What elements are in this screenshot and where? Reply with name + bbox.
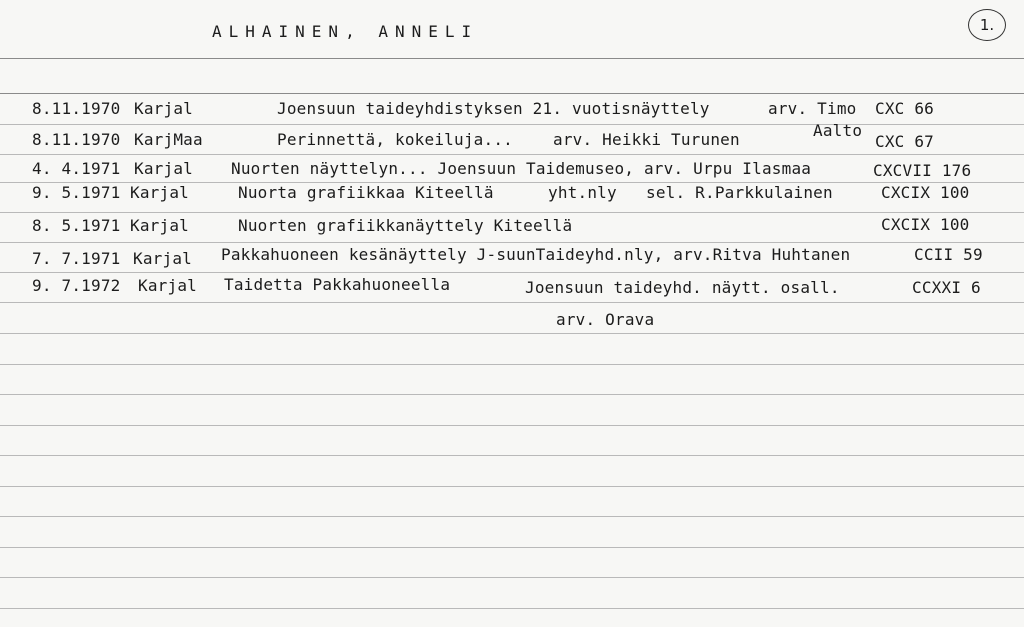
entry-reference: CXCIX 100 — [881, 183, 970, 202]
ruled-line — [0, 577, 1024, 578]
ruled-line — [0, 212, 1024, 213]
entry-reviewer: arv. Heikki Turunen — [553, 130, 740, 149]
ruled-line — [0, 93, 1024, 94]
ruled-line — [0, 425, 1024, 426]
card-title: ALHAINEN, ANNELI — [212, 22, 479, 41]
entry-reviewer: sel. R.Parkkulainen — [646, 183, 833, 202]
entry-reference: CXCVII 176 — [873, 161, 972, 180]
entry-place: Karjal — [138, 276, 197, 295]
ruled-line — [0, 608, 1024, 609]
ruled-line — [0, 272, 1024, 273]
ruled-line — [0, 333, 1024, 334]
entry-date: 7. 7.1971 — [32, 249, 121, 268]
ruled-line — [0, 516, 1024, 517]
entry-description: Nuorta grafiikkaa Kiteellä — [238, 183, 494, 202]
entry-description: Joensuun taideyhdistyksen 21. vuotisnäyttely — [277, 99, 710, 118]
entry-date: 8. 5.1971 — [32, 216, 121, 235]
entry-date: 4. 4.1971 — [32, 159, 121, 178]
entry-date: 9. 5.1971 — [32, 183, 121, 202]
ruled-line — [0, 547, 1024, 548]
entry-place: Karjal — [130, 216, 189, 235]
entry-reviewer-extra: Aalto — [813, 121, 863, 140]
card-number-badge: 1. — [968, 9, 1006, 41]
ruled-line — [0, 455, 1024, 456]
entry-reference: CCXXI 6 — [912, 278, 981, 297]
ruled-line — [0, 124, 1024, 125]
entry-reference: CXCIX 100 — [881, 215, 970, 234]
entry-description: Perinnettä, kokeiluja... — [277, 130, 513, 149]
entry-reviewer: arv. Orava — [556, 310, 655, 329]
entry-date: 8.11.1970 — [32, 99, 121, 118]
ruled-line — [0, 154, 1024, 155]
entry-participation: Joensuun taideyhd. näytt. osall. — [525, 278, 840, 297]
ruled-line — [0, 242, 1024, 243]
entry-description: Pakkahuoneen kesänäyttely J-suunTaideyhd.nly, arv.Ritva Huhtanen — [221, 245, 851, 264]
entry-place: Karjal — [133, 249, 192, 268]
ruled-line — [0, 58, 1024, 59]
entry-place: Karjal — [134, 159, 193, 178]
entry-place: KarjMaa — [134, 130, 203, 149]
ruled-line — [0, 364, 1024, 365]
entry-place: Karjal — [134, 99, 193, 118]
ruled-line — [0, 394, 1024, 395]
entry-description: Nuorten näyttelyn... Joensuun Taidemuseo, arv. Urpu Ilasmaa — [231, 159, 812, 178]
entry-description: Nuorten grafiikkanäyttely Kiteellä — [238, 216, 573, 235]
ruled-line — [0, 486, 1024, 487]
entry-description: Taidetta Pakkahuoneella — [224, 275, 451, 294]
entry-date: 9. 7.1972 — [32, 276, 121, 295]
entry-reference: CCII 59 — [914, 245, 983, 264]
ruled-line — [0, 302, 1024, 303]
entry-reference: CXC 67 — [875, 132, 934, 151]
entry-reference: CXC 66 — [875, 99, 934, 118]
entry-place: Karjal — [130, 183, 189, 202]
entry-date: 8.11.1970 — [32, 130, 121, 149]
entry-reviewer: arv. Timo — [768, 99, 857, 118]
entry-exhibition-type: yht.nly — [548, 183, 617, 202]
